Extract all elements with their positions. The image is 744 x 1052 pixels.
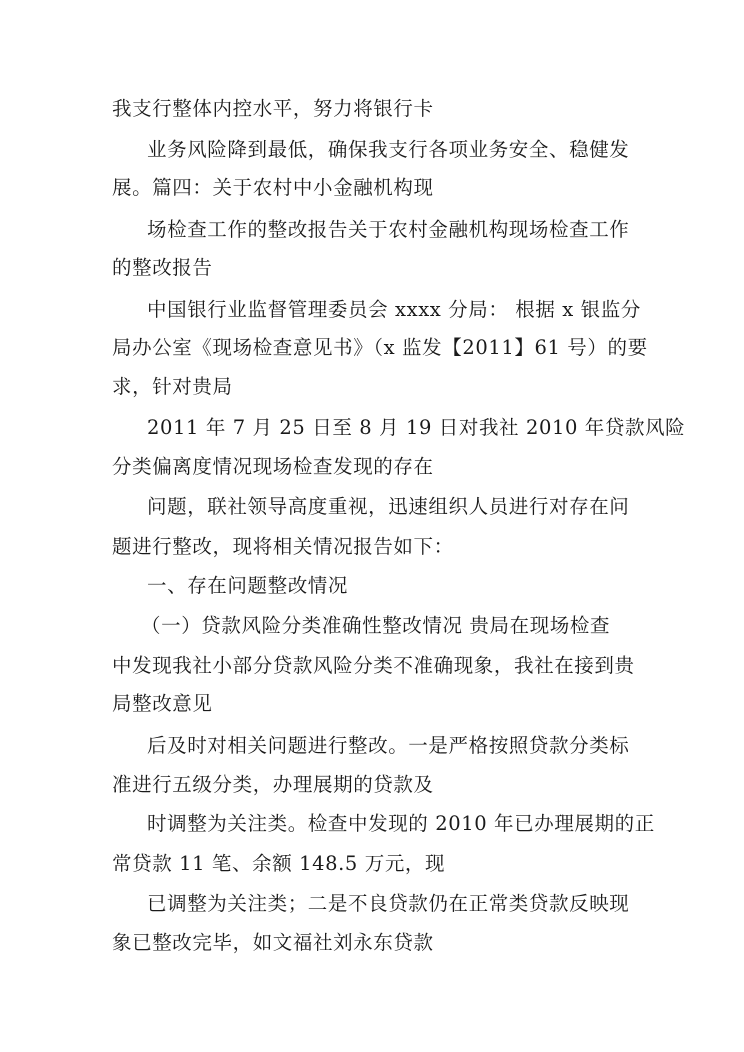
text-line: 求，针对贵局: [112, 375, 233, 398]
text-line: 局整改意见: [112, 692, 213, 715]
text-line: 准进行五级分类，办理展期的贷款及: [112, 773, 434, 796]
text-line: 象已整改完毕，如文福社刘永东贷款: [112, 931, 434, 954]
section-heading: 一、存在问题整改情况: [147, 574, 349, 597]
text-line: 我支行整体内控水平，努力将银行卡: [112, 97, 434, 120]
text-line: 展。篇四：关于农村中小金融机构现: [112, 176, 434, 199]
text-line: 已调整为关注类；二是不良贷款仍在正常类贷款反映现: [147, 892, 630, 915]
text-line: 的整改报告: [112, 256, 213, 279]
text-line: 问题，联社领导高度重视，迅速组织人员进行对存在问: [147, 495, 630, 518]
subsection-heading-line: （一）贷款风险分类准确性整改情况 贵局在现场检查: [141, 614, 611, 637]
text-line: 2011 年 7 月 25 日至 8 月 19 日对我社 2010 年贷款风险: [147, 416, 686, 439]
text-line: 中发现我社小部分贷款风险分类不准确现象，我社在接到贵: [112, 654, 635, 677]
text-line: 局办公室《现场检查意见书》（x 监发【2011】61 号）的要: [112, 336, 648, 359]
text-line: 业务风险降到最低，确保我支行各项业务安全、稳健发: [147, 138, 630, 161]
text-line: 题进行整改，现将相关情况报告如下：: [112, 535, 454, 558]
text-line: 中国银行业监督管理委员会 xxxx 分局： 根据 x 银监分: [147, 298, 641, 321]
text-line: 常贷款 11 笔、余额 148.5 万元，现: [112, 852, 446, 875]
text-line: 分类偏离度情况现场检查发现的存在: [112, 455, 434, 478]
text-line: 时调整为关注类。检查中发现的 2010 年已办理展期的正: [147, 812, 655, 835]
text-line: 场检查工作的整改报告关于农村金融机构现场检查工作: [147, 218, 630, 241]
text-line: 后及时对相关问题进行整改。一是严格按照贷款分类标: [147, 734, 630, 757]
